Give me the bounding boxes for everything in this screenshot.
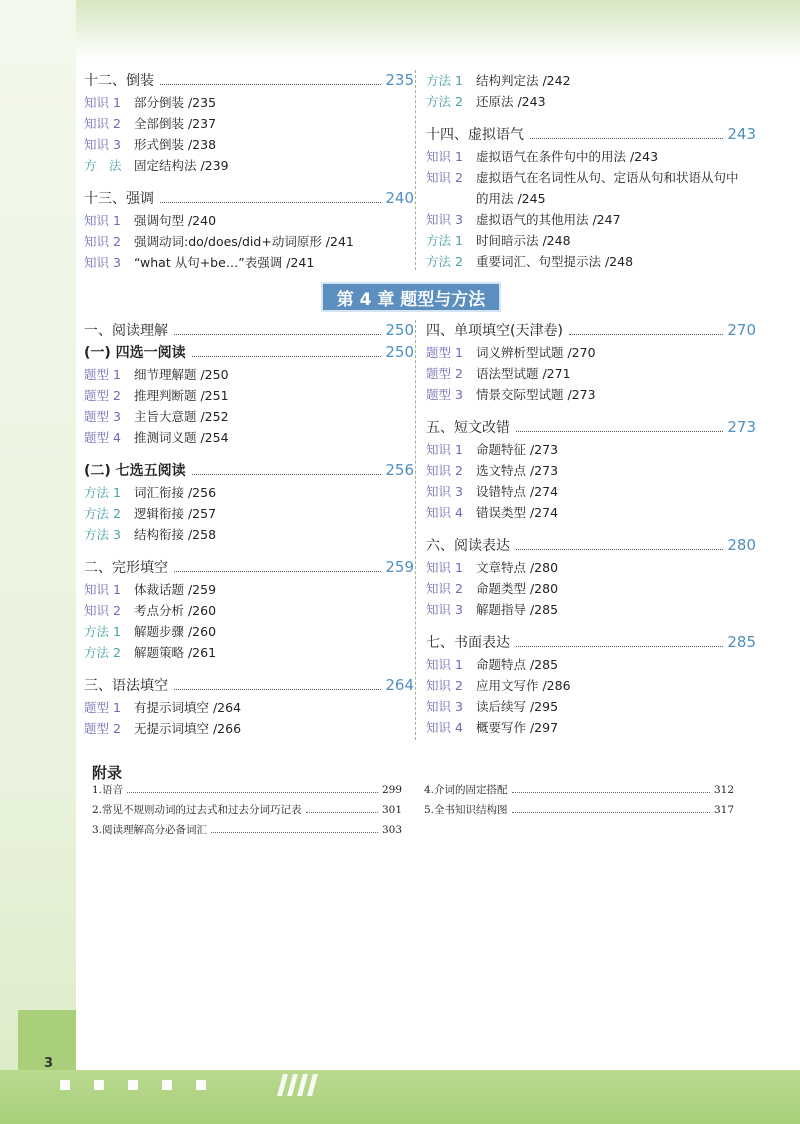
- entry-tag: 知识 2: [426, 170, 463, 185]
- entry-text: 虚拟语气在名词性从句、定语从句和状语从句中的用法 /245: [476, 170, 739, 206]
- entry-text: 解题步骤 /260: [134, 624, 217, 639]
- entry-tag: 方法 3: [84, 527, 121, 542]
- entry-tag: 题型 2: [426, 366, 463, 381]
- section-page: 250: [385, 321, 414, 339]
- section-title: 一、阅读理解: [84, 323, 168, 339]
- appendix-entry-page: 299: [381, 784, 402, 796]
- entry-tag: 题型 2: [84, 388, 121, 403]
- entry-tag: 知识 1: [426, 560, 463, 575]
- toc-entry: [84, 427, 414, 448]
- entry-text: 固定结构法 /239: [134, 158, 229, 173]
- toc-entry: [84, 155, 414, 176]
- entry-text: 解题指导 /285: [476, 602, 559, 617]
- toc-entry: [426, 460, 756, 481]
- entry-text: 应用文写作 /286: [476, 678, 571, 693]
- entry-tag: 知识 1: [84, 582, 121, 597]
- toc-entry: [84, 524, 414, 545]
- toc-entry: [426, 696, 756, 717]
- section-title: 十三、强调: [84, 191, 154, 207]
- section-title: 十二、倒装: [84, 73, 154, 89]
- entry-tag: 知识 3: [426, 602, 463, 617]
- toc-entry: [84, 718, 414, 739]
- toc-entry: [426, 675, 756, 696]
- toc-entry: [426, 578, 756, 599]
- toc-entry: [426, 167, 756, 209]
- column-divider-top: [415, 70, 416, 270]
- toc-column-main-left: [84, 320, 414, 751]
- entry-text: 重要词汇、句型提示法 /248: [476, 254, 634, 269]
- toc-section: [84, 188, 414, 273]
- toc-entry: [426, 146, 756, 167]
- section-heading: [426, 632, 756, 654]
- section-heading: [84, 460, 414, 482]
- entry-text: 结构衔接 /258: [134, 527, 217, 542]
- section-heading: [426, 320, 756, 342]
- entry-tag: 知识 3: [426, 699, 463, 714]
- page-number: 3: [44, 1056, 54, 1071]
- section-page: 256: [385, 461, 414, 479]
- toc-section: [84, 320, 414, 342]
- entry-tag: 知识 1: [426, 442, 463, 457]
- entry-text: 有提示词填空 /264: [134, 700, 242, 715]
- appendix-entry: [92, 782, 402, 802]
- column-divider-main: [415, 320, 416, 740]
- appendix-list-right: [424, 782, 734, 822]
- entry-text: 语法型试题 /271: [476, 366, 571, 381]
- entry-text: 细节理解题 /250: [134, 367, 229, 382]
- toc-entry: [426, 502, 756, 523]
- entry-text: 文章特点 /280: [476, 560, 559, 575]
- entry-text: 全部倒装 /237: [134, 116, 217, 131]
- toc-entry: [426, 251, 756, 272]
- dot-leader: [174, 689, 381, 690]
- entry-tag: 知识 1: [84, 95, 121, 110]
- entry-text: 形式倒装 /238: [134, 137, 217, 152]
- section-title: 三、语法填空: [84, 678, 168, 694]
- section-page: 285: [727, 633, 756, 651]
- entry-text: 错误类型 /274: [476, 505, 559, 520]
- appendix-entry: [424, 802, 734, 822]
- entry-tag: 题型 1: [84, 367, 121, 382]
- entry-tag: 知识 1: [426, 149, 463, 164]
- entry-tag: 题型 3: [84, 409, 121, 424]
- entry-tag: 题型 4: [84, 430, 121, 445]
- section-page: 273: [727, 418, 756, 436]
- section-heading: [84, 342, 414, 364]
- entry-text: 虚拟语气的其他用法 /247: [476, 212, 621, 227]
- entry-text: 时间暗示法 /248: [476, 233, 571, 248]
- toc-entry: [426, 230, 756, 251]
- toc-entry: [84, 642, 414, 663]
- toc-entry: [426, 70, 756, 91]
- appendix-entry: [92, 822, 402, 842]
- section-title: (一) 四选一阅读: [84, 345, 186, 361]
- section-title: 五、短文改错: [426, 420, 510, 436]
- entry-tag: 方法 2: [426, 254, 463, 269]
- section-page: 259: [385, 558, 414, 576]
- section-title: 十四、虚拟语气: [426, 127, 524, 143]
- entry-text: 考点分析 /260: [134, 603, 217, 618]
- toc-column-top-left: [84, 70, 414, 285]
- decorative-bars: [280, 1074, 315, 1096]
- toc-entry: [84, 406, 414, 427]
- entry-tag: 知识 1: [426, 657, 463, 672]
- toc-entry: [426, 654, 756, 675]
- toc-entry: [426, 439, 756, 460]
- toc-section: [426, 632, 756, 738]
- section-heading: [426, 535, 756, 557]
- appendix-title: 附录: [92, 764, 123, 782]
- section-heading: [84, 675, 414, 697]
- toc-entry: [84, 134, 414, 155]
- appendix-entry-text: 3.阅读理解高分必备词汇: [92, 824, 208, 836]
- entry-tag: 方法 1: [426, 233, 463, 248]
- entry-text: 情景交际型试题 /273: [476, 387, 596, 402]
- toc-column-top-right: [426, 70, 756, 284]
- entry-text: 概要写作 /297: [476, 720, 559, 735]
- entry-tag: 知识 1: [84, 213, 121, 228]
- section-page: 270: [727, 321, 756, 339]
- entry-tag: 知识 4: [426, 505, 463, 520]
- section-heading: [426, 417, 756, 439]
- appendix-entry-page: 312: [713, 784, 734, 796]
- top-decoration: [0, 0, 800, 60]
- dot-leader: [160, 202, 381, 203]
- appendix-entry-page: 301: [381, 804, 402, 816]
- section-page: 243: [727, 125, 756, 143]
- entry-text: 命题类型 /280: [476, 581, 559, 596]
- toc-entry: [426, 342, 756, 363]
- decorative-squares: [60, 1080, 206, 1090]
- section-heading: [84, 188, 414, 210]
- entry-text: 词汇衔接 /256: [134, 485, 217, 500]
- entry-text: 设错特点 /274: [476, 484, 559, 499]
- section-page: 250: [385, 343, 414, 361]
- entry-tag: 方法 1: [426, 73, 463, 88]
- entry-text: 解题策略 /261: [134, 645, 217, 660]
- entry-text: 词义辨析型试题 /270: [476, 345, 596, 360]
- dot-leader: [512, 792, 710, 793]
- entry-text: 还原法 /243: [476, 94, 546, 109]
- appendix-list-left: [92, 782, 402, 842]
- section-heading: [84, 557, 414, 579]
- toc-entry: [84, 364, 414, 385]
- appendix-entry-text: 1.语音: [92, 784, 124, 796]
- entry-tag: 题型 3: [426, 387, 463, 402]
- dot-leader: [569, 334, 723, 335]
- entry-tag: 题型 1: [426, 345, 463, 360]
- entry-tag: 题型 1: [84, 700, 121, 715]
- section-title: 七、书面表达: [426, 635, 510, 651]
- entry-text: 命题特征 /273: [476, 442, 559, 457]
- entry-tag: 题型 2: [84, 721, 121, 736]
- toc-entry: [426, 481, 756, 502]
- entry-text: 强调句型 /240: [134, 213, 217, 228]
- entry-text: 主旨大意题 /252: [134, 409, 229, 424]
- toc-section: [84, 70, 414, 176]
- toc-entry: [84, 210, 414, 231]
- section-heading: [84, 320, 414, 342]
- entry-text: “what 从句+be…”表强调 /241: [134, 255, 315, 270]
- dot-leader: [211, 832, 378, 833]
- toc-entry: [426, 599, 756, 620]
- appendix-entry-page: 303: [381, 824, 402, 836]
- toc-entry: [426, 557, 756, 578]
- bottom-decoration: [0, 1070, 800, 1124]
- entry-text: 读后续写 /295: [476, 699, 559, 714]
- section-title: (二) 七选五阅读: [84, 463, 186, 479]
- appendix-entry-text: 4.介词的固定搭配: [424, 784, 508, 796]
- entry-text: 命题特点 /285: [476, 657, 559, 672]
- dot-leader: [192, 356, 382, 357]
- section-title: 二、完形填空: [84, 560, 168, 576]
- toc-section: [84, 557, 414, 663]
- entry-text: 逻辑衔接 /257: [134, 506, 217, 521]
- section-page: 240: [385, 189, 414, 207]
- dot-leader: [174, 334, 381, 335]
- entry-tag: 知识 4: [426, 720, 463, 735]
- entry-tag: 知识 2: [426, 581, 463, 596]
- toc-entry: [84, 600, 414, 621]
- chapter-banner: 第 4 章 题型与方法: [323, 284, 499, 310]
- dot-leader: [127, 792, 378, 793]
- entry-tag: 知识 2: [426, 463, 463, 478]
- dot-leader: [306, 812, 378, 813]
- toc-entry: [426, 209, 756, 230]
- toc-entry: [426, 384, 756, 405]
- dot-leader: [174, 571, 381, 572]
- dot-leader: [160, 84, 381, 85]
- entry-tag: 知识 2: [84, 234, 121, 249]
- toc-entry: [84, 621, 414, 642]
- entry-tag: 知识 2: [84, 116, 121, 131]
- toc-section: [426, 124, 756, 272]
- appendix-entry: [92, 802, 402, 822]
- toc-entry: [84, 113, 414, 134]
- left-decoration-strip: [0, 0, 76, 1124]
- entry-text: 无提示词填空 /266: [134, 721, 242, 736]
- entry-text: 体裁话题 /259: [134, 582, 217, 597]
- entry-text: 选文特点 /273: [476, 463, 559, 478]
- entry-text: 推理判断题 /251: [134, 388, 229, 403]
- entry-tag: 方法 1: [84, 624, 121, 639]
- dot-leader: [192, 474, 382, 475]
- entry-tag: 方法 2: [84, 645, 121, 660]
- entry-tag: 方法 1: [84, 485, 121, 500]
- section-page: 264: [385, 676, 414, 694]
- entry-tag: 知识 3: [426, 212, 463, 227]
- toc-entry: [426, 363, 756, 384]
- entry-text: 强调动词:do/does/did+动词原形 /241: [134, 234, 354, 249]
- entry-text: 推测词义题 /254: [134, 430, 229, 445]
- appendix-entry-page: 317: [713, 804, 734, 816]
- entry-tag: 知识 2: [84, 603, 121, 618]
- section-title: 四、单项填空(天津卷): [426, 323, 563, 339]
- section-page: 280: [727, 536, 756, 554]
- entry-text: 部分倒装 /235: [134, 95, 217, 110]
- entry-tag: 知识 3: [84, 137, 121, 152]
- entry-text: 结构判定法 /242: [476, 73, 571, 88]
- toc-section: [426, 417, 756, 523]
- toc-section-continued: [426, 70, 756, 112]
- dot-leader: [516, 549, 723, 550]
- toc-entry: [84, 503, 414, 524]
- toc-column-main-right: [426, 320, 756, 750]
- toc-entry: [84, 697, 414, 718]
- entry-tag: 知识 3: [84, 255, 121, 270]
- entry-tag: 方法 2: [426, 94, 463, 109]
- toc-entry: [426, 91, 756, 112]
- toc-section: [84, 675, 414, 739]
- entry-tag: 方 法: [84, 158, 122, 173]
- appendix-entry-text: 5.全书知识结构图: [424, 804, 508, 816]
- toc-entry: [84, 385, 414, 406]
- toc-entry: [84, 92, 414, 113]
- entry-tag: 方法 2: [84, 506, 121, 521]
- section-heading: [84, 70, 414, 92]
- entry-text: 虚拟语气在条件句中的用法 /243: [476, 149, 659, 164]
- toc-entry: [84, 482, 414, 503]
- entry-tag: 知识 2: [426, 678, 463, 693]
- toc-entry: [84, 252, 414, 273]
- dot-leader: [530, 138, 723, 139]
- appendix-entry: [424, 782, 734, 802]
- toc-section: [426, 535, 756, 620]
- toc-entry: [84, 579, 414, 600]
- section-page: 235: [385, 71, 414, 89]
- toc-section: [84, 342, 414, 448]
- section-title: 六、阅读表达: [426, 538, 510, 554]
- toc-section: [84, 460, 414, 545]
- appendix-entry-text: 2.常见不规则动词的过去式和过去分词巧记表: [92, 804, 302, 816]
- toc-entry: [84, 231, 414, 252]
- section-heading: [426, 124, 756, 146]
- entry-tag: 知识 3: [426, 484, 463, 499]
- toc-section: [426, 320, 756, 405]
- dot-leader: [516, 431, 723, 432]
- dot-leader: [516, 646, 723, 647]
- toc-entry: [426, 717, 756, 738]
- dot-leader: [512, 812, 710, 813]
